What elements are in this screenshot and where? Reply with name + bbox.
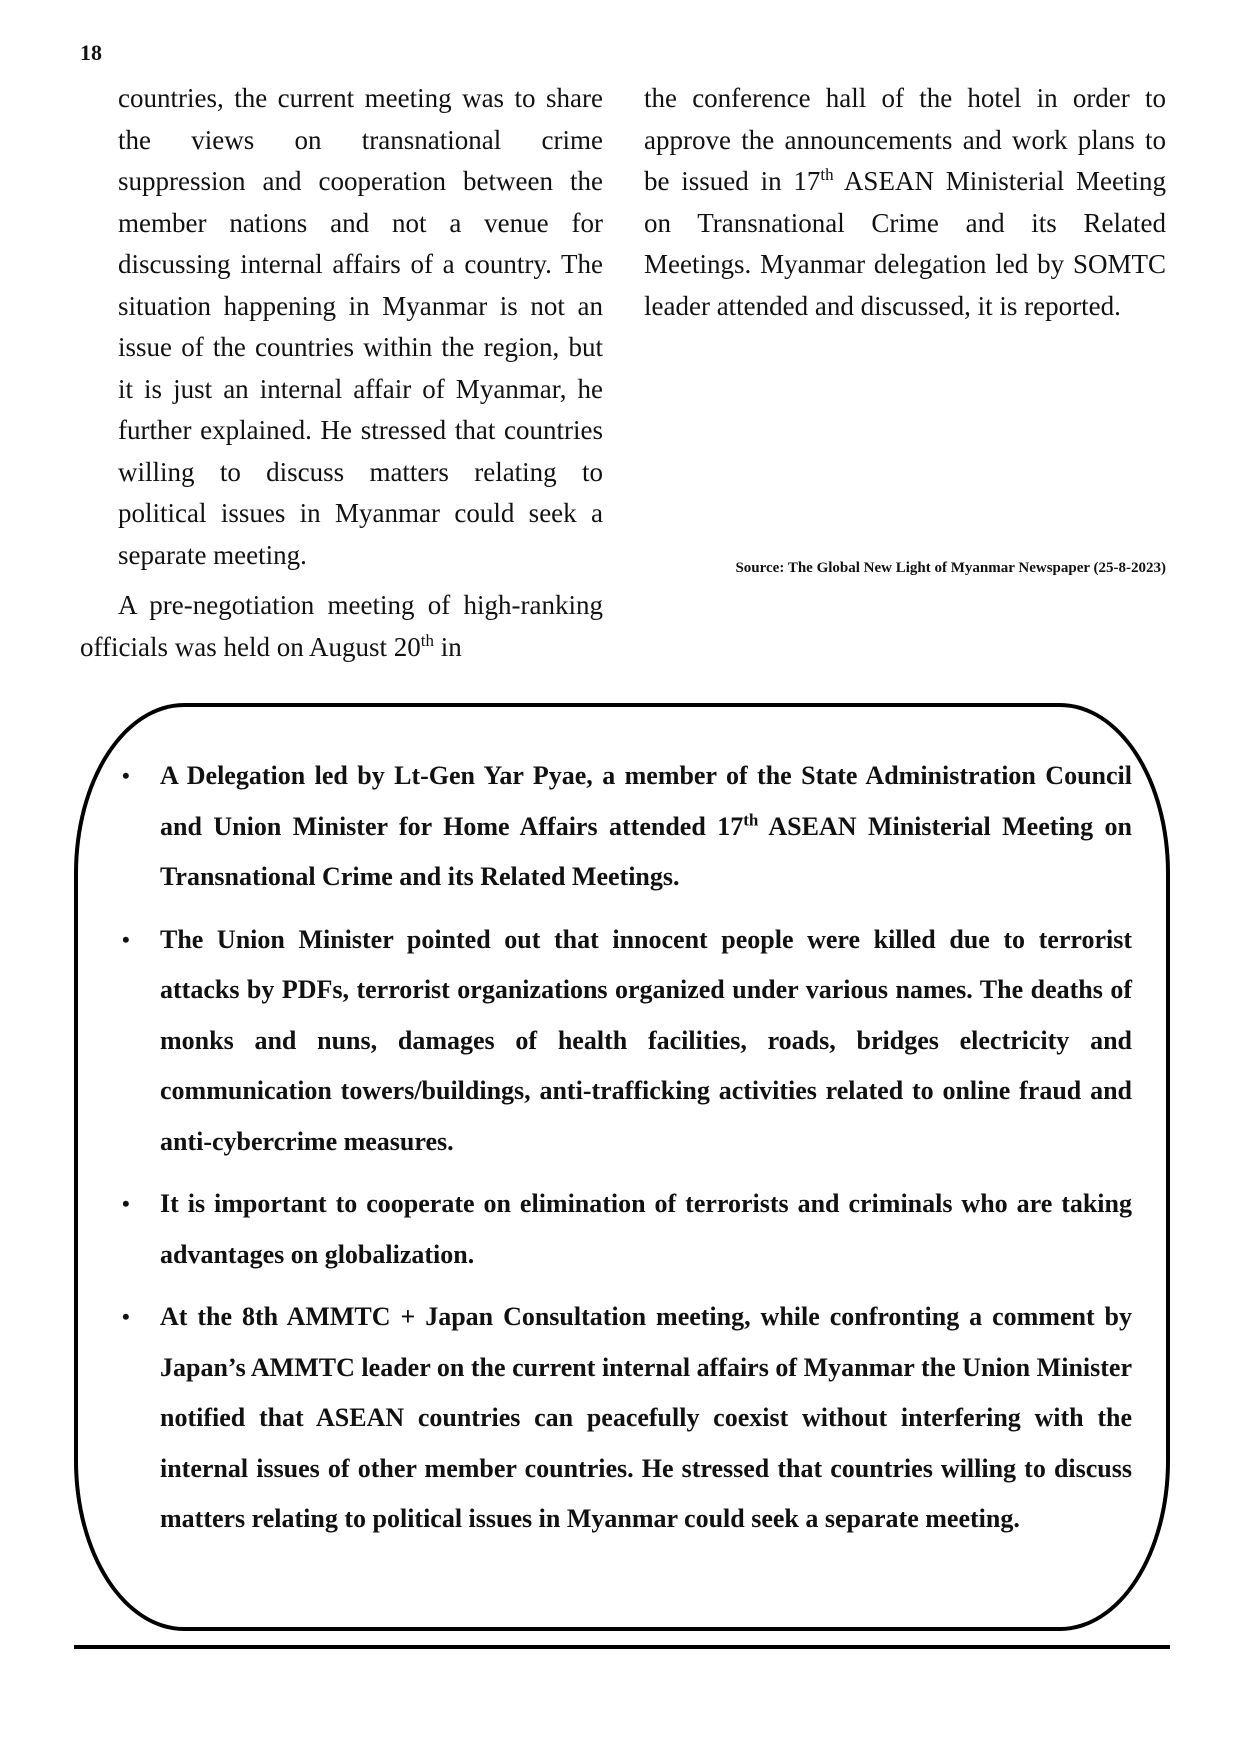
ordinal-suffix: th [420, 630, 434, 650]
summary-item-2 [122, 915, 1132, 1168]
right-paragraph [644, 78, 1166, 327]
summary-item-2-text: The Union Minister pointed out that innocent people were killed due to terrorist attacks by PDFs, terrorist organizations organized under various names. The deaths of monks and nuns, damages of health facilities, roads, bridges electricity and communication towers/buildings, anti-trafficking activities related to online fraud and anti-cybercrime measures. [160, 924, 1132, 1156]
bullet-icon: • [122, 926, 130, 952]
bullet-icon: • [122, 763, 130, 788]
summary-item-4 [122, 1292, 1132, 1545]
left-column [80, 78, 603, 668]
summary-list [122, 751, 1132, 1557]
page-number: 18 [80, 40, 102, 65]
bullet-icon: • [122, 1304, 130, 1329]
right-paragraph-text: the conference hall of the hotel in order to approve the announcements and work plans to be issued in 17 [644, 83, 1166, 196]
ordinal-suffix: th [743, 809, 759, 829]
left-paragraph-1: countries, the current meeting was to share the views on transnational crime suppression and cooperation between the member nations and not a venue for discussing internal affairs of a country. The situation happening in Myanmar is not an issue of the countries within the region, but it is just an internal affair of Myanmar, he further explained. He stressed that countries willing to discuss matters relating to political issues in Myanmar could seek a separate meeting. [118, 83, 603, 570]
left-paragraph-2 [80, 585, 603, 668]
summary-item-4-text: At the 8th AMMTC + Japan Consultation meeting, while confronting a comment by Japan’s AMMTC leader on the current internal affairs of Myanmar the Union Minister notified that ASEAN countries can peacefully coexist without interfering with the internal issues of other member countries. He stressed that countries willing to discuss matters relating to political issues in Myanmar could seek a separate meeting. [160, 1302, 1132, 1533]
footer-rule [74, 1645, 1170, 1649]
ordinal-suffix: th [820, 165, 834, 184]
summary-item-1-end: ASEAN Ministerial Meeting on Transnational Crime and its Related Meetings. [160, 811, 1132, 891]
summary-item-3 [122, 1179, 1132, 1280]
summary-item-1-text: A Delegation led by Lt-Gen Yar Pyae, a member of the State Administration Council and Union Minister for Home Affairs attended 17 [160, 761, 1132, 841]
left-paragraph-2-end: in [433, 631, 462, 662]
right-paragraph-end: ASEAN Ministerial Meeting on Transnational Crime and its Related Meetings. Myanmar delegation led by SOMTC leader attended and discussed, it is reported. [644, 166, 1166, 321]
source-citation: Source: The Global New Light of Myanmar Newspaper (25-8-2023) [735, 560, 1166, 576]
left-paragraph-2-text: A pre-negotiation meeting of high-ranking officials was held on August 20 [80, 590, 603, 662]
bullet-icon: • [122, 1191, 130, 1216]
right-column [644, 78, 1166, 327]
summary-box [74, 703, 1170, 1631]
summary-item-3-text: It is important to cooperate on elimination of terrorists and criminals who are taking advantages on globalization. [160, 1189, 1132, 1269]
summary-item-1 [122, 751, 1132, 903]
